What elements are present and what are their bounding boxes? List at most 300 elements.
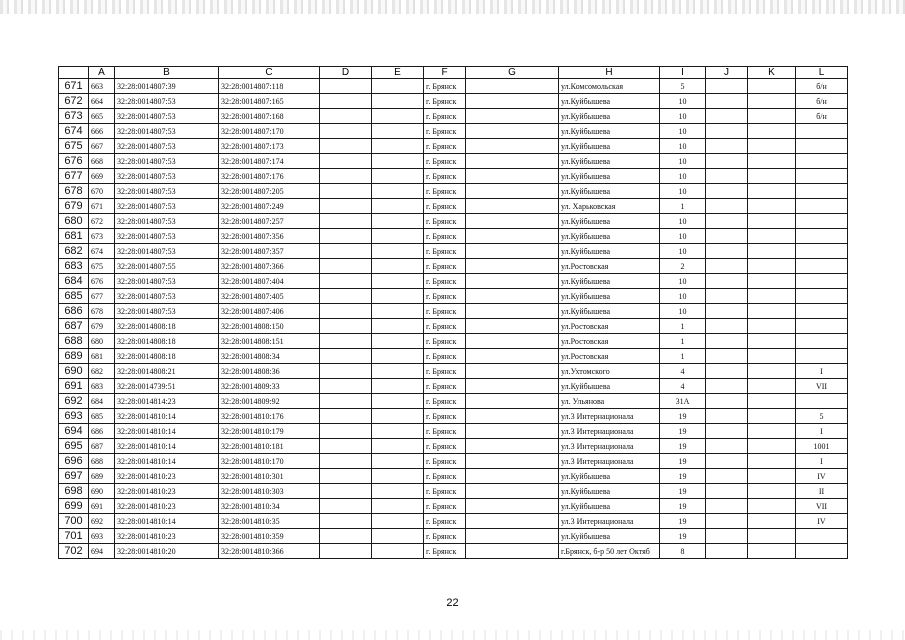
cell-b[interactable]: 32:28:0014807:53 [115,304,219,319]
cell-d[interactable] [320,529,372,544]
cell-k[interactable] [748,169,796,184]
row-number[interactable]: 673 [59,109,89,124]
cell-g[interactable] [466,364,559,379]
cell-i[interactable]: 10 [660,184,706,199]
cell-a[interactable]: 666 [89,124,115,139]
cell-k[interactable] [748,139,796,154]
cell-d[interactable] [320,154,372,169]
cell-l[interactable] [796,259,848,274]
cell-j[interactable] [706,394,748,409]
row-number[interactable]: 678 [59,184,89,199]
cell-g[interactable] [466,394,559,409]
cell-g[interactable] [466,199,559,214]
cell-g[interactable] [466,334,559,349]
cell-f[interactable]: г. Брянск [424,124,466,139]
cell-e[interactable] [372,289,424,304]
cell-c[interactable]: 32:28:0014807:406 [219,304,320,319]
cell-e[interactable] [372,154,424,169]
cell-f[interactable]: г. Брянск [424,244,466,259]
cell-k[interactable] [748,424,796,439]
column-header-b[interactable]: B [115,67,219,79]
cell-h[interactable]: ул.Куйбышева [559,274,660,289]
cell-f[interactable]: г. Брянск [424,349,466,364]
cell-j[interactable] [706,169,748,184]
cell-j[interactable] [706,184,748,199]
cell-h[interactable]: ул.Ростовская [559,259,660,274]
row-number[interactable]: 685 [59,289,89,304]
cell-j[interactable] [706,484,748,499]
cell-c[interactable]: 32:28:0014807:165 [219,94,320,109]
cell-a[interactable]: 692 [89,514,115,529]
cell-b[interactable]: 32:28:0014807:53 [115,109,219,124]
cell-e[interactable] [372,364,424,379]
row-number[interactable]: 691 [59,379,89,394]
cell-c[interactable]: 32:28:0014808:150 [219,319,320,334]
row-number[interactable]: 701 [59,529,89,544]
cell-l[interactable] [796,214,848,229]
cell-a[interactable]: 663 [89,79,115,94]
cell-d[interactable] [320,364,372,379]
cell-d[interactable] [320,319,372,334]
row-number[interactable]: 674 [59,124,89,139]
row-number[interactable]: 694 [59,424,89,439]
cell-e[interactable] [372,469,424,484]
cell-h[interactable]: ул.Куйбышева [559,499,660,514]
cell-k[interactable] [748,229,796,244]
cell-k[interactable] [748,499,796,514]
cell-c[interactable]: 32:28:0014808:151 [219,334,320,349]
cell-d[interactable] [320,259,372,274]
cell-g[interactable] [466,544,559,559]
row-number[interactable]: 681 [59,229,89,244]
column-header-l[interactable]: L [796,67,848,79]
cell-l[interactable] [796,319,848,334]
cell-a[interactable]: 683 [89,379,115,394]
cell-d[interactable] [320,229,372,244]
cell-c[interactable]: 32:28:0014807:366 [219,259,320,274]
cell-c[interactable]: 32:28:0014807:205 [219,184,320,199]
column-header-d[interactable]: D [320,67,372,79]
cell-a[interactable]: 688 [89,454,115,469]
cell-i[interactable]: 1 [660,349,706,364]
row-number[interactable]: 688 [59,334,89,349]
cell-c[interactable]: 32:28:0014807:176 [219,169,320,184]
cell-j[interactable] [706,319,748,334]
cell-j[interactable] [706,424,748,439]
cell-k[interactable] [748,379,796,394]
cell-j[interactable] [706,124,748,139]
cell-g[interactable] [466,514,559,529]
cell-d[interactable] [320,379,372,394]
row-number[interactable]: 682 [59,244,89,259]
cell-c[interactable]: 32:28:0014810:366 [219,544,320,559]
cell-l[interactable] [796,124,848,139]
cell-b[interactable]: 32:28:0014807:53 [115,169,219,184]
cell-b[interactable]: 32:28:0014807:53 [115,154,219,169]
cell-e[interactable] [372,94,424,109]
cell-g[interactable] [466,139,559,154]
cell-l[interactable] [796,199,848,214]
cell-k[interactable] [748,154,796,169]
cell-j[interactable] [706,139,748,154]
cell-l[interactable]: I [796,364,848,379]
cell-l[interactable]: VII [796,379,848,394]
cell-l[interactable] [796,334,848,349]
cell-e[interactable] [372,214,424,229]
cell-k[interactable] [748,274,796,289]
cell-a[interactable]: 677 [89,289,115,304]
cell-b[interactable]: 32:28:0014808:21 [115,364,219,379]
cell-f[interactable]: г. Брянск [424,214,466,229]
row-number[interactable]: 700 [59,514,89,529]
cell-i[interactable]: 19 [660,439,706,454]
cell-d[interactable] [320,169,372,184]
cell-i[interactable]: 19 [660,454,706,469]
cell-b[interactable]: 32:28:0014808:18 [115,349,219,364]
cell-i[interactable]: 4 [660,379,706,394]
cell-f[interactable]: г. Брянск [424,454,466,469]
cell-k[interactable] [748,334,796,349]
cell-a[interactable]: 669 [89,169,115,184]
cell-c[interactable]: 32:28:0014807:257 [219,214,320,229]
cell-h[interactable]: ул.Куйбышева [559,214,660,229]
cell-c[interactable]: 32:28:0014807:168 [219,109,320,124]
cell-i[interactable]: 10 [660,274,706,289]
cell-c[interactable]: 32:28:0014807:118 [219,79,320,94]
cell-f[interactable]: г. Брянск [424,79,466,94]
cell-j[interactable] [706,304,748,319]
cell-e[interactable] [372,124,424,139]
cell-l[interactable]: б/н [796,79,848,94]
cell-k[interactable] [748,304,796,319]
cell-b[interactable]: 32:28:0014810:14 [115,409,219,424]
cell-i[interactable]: 10 [660,214,706,229]
cell-j[interactable] [706,274,748,289]
cell-d[interactable] [320,79,372,94]
cell-f[interactable]: г. Брянск [424,94,466,109]
cell-l[interactable] [796,139,848,154]
cell-b[interactable]: 32:28:0014810:14 [115,454,219,469]
cell-h[interactable]: ул.Ухтомского [559,364,660,379]
cell-a[interactable]: 679 [89,319,115,334]
cell-k[interactable] [748,199,796,214]
cell-f[interactable]: г. Брянск [424,229,466,244]
cell-c[interactable]: 32:28:0014810:301 [219,469,320,484]
cell-d[interactable] [320,289,372,304]
cell-j[interactable] [706,199,748,214]
row-number[interactable]: 692 [59,394,89,409]
row-number[interactable]: 684 [59,274,89,289]
cell-g[interactable] [466,409,559,424]
column-header-i[interactable]: I [660,67,706,79]
cell-c[interactable]: 32:28:0014807:174 [219,154,320,169]
cell-d[interactable] [320,334,372,349]
cell-f[interactable]: г. Брянск [424,184,466,199]
cell-i[interactable]: 1 [660,319,706,334]
cell-j[interactable] [706,259,748,274]
cell-d[interactable] [320,484,372,499]
cell-j[interactable] [706,79,748,94]
column-header-a[interactable]: A [89,67,115,79]
cell-h[interactable]: ул.Ростовская [559,334,660,349]
cell-e[interactable] [372,184,424,199]
cell-i[interactable]: 19 [660,499,706,514]
cell-b[interactable]: 32:28:0014810:14 [115,514,219,529]
cell-g[interactable] [466,94,559,109]
cell-f[interactable]: г. Брянск [424,514,466,529]
cell-e[interactable] [372,454,424,469]
cell-i[interactable]: 19 [660,529,706,544]
cell-h[interactable]: ул. Ульянова [559,394,660,409]
cell-g[interactable] [466,424,559,439]
cell-i[interactable]: 10 [660,139,706,154]
cell-l[interactable]: I [796,424,848,439]
cell-i[interactable]: 1 [660,199,706,214]
cell-c[interactable]: 32:28:0014810:359 [219,529,320,544]
cell-c[interactable]: 32:28:0014807:405 [219,289,320,304]
cell-i[interactable]: 10 [660,304,706,319]
cell-b[interactable]: 32:28:0014810:20 [115,544,219,559]
cell-b[interactable]: 32:28:0014810:14 [115,424,219,439]
cell-g[interactable] [466,319,559,334]
cell-g[interactable] [466,244,559,259]
cell-j[interactable] [706,289,748,304]
cell-h[interactable]: ул.Комсомольская [559,79,660,94]
cell-b[interactable]: 32:28:0014739:51 [115,379,219,394]
cell-g[interactable] [466,124,559,139]
cell-c[interactable]: 32:28:0014807:173 [219,139,320,154]
row-number[interactable]: 690 [59,364,89,379]
cell-f[interactable]: г. Брянск [424,199,466,214]
cell-c[interactable]: 32:28:0014810:303 [219,484,320,499]
cell-i[interactable]: 5 [660,79,706,94]
cell-j[interactable] [706,364,748,379]
cell-j[interactable] [706,244,748,259]
cell-l[interactable] [796,304,848,319]
row-number[interactable]: 687 [59,319,89,334]
cell-a[interactable]: 664 [89,94,115,109]
cell-h[interactable]: г.Брянск, б-р 50 лет Октяб [559,544,660,559]
cell-h[interactable]: ул.Ростовская [559,319,660,334]
cell-h[interactable]: ул.3 Интернационала [559,454,660,469]
cell-a[interactable]: 687 [89,439,115,454]
cell-h[interactable]: ул.Куйбышева [559,529,660,544]
cell-k[interactable] [748,454,796,469]
cell-h[interactable]: ул.Куйбышева [559,154,660,169]
cell-d[interactable] [320,94,372,109]
cell-l[interactable] [796,289,848,304]
cell-h[interactable]: ул.Куйбышева [559,169,660,184]
cell-a[interactable]: 673 [89,229,115,244]
cell-i[interactable]: 19 [660,469,706,484]
cell-c[interactable]: 32:28:0014807:357 [219,244,320,259]
cell-d[interactable] [320,499,372,514]
cell-i[interactable]: 10 [660,124,706,139]
cell-e[interactable] [372,484,424,499]
cell-d[interactable] [320,454,372,469]
cell-b[interactable]: 32:28:0014807:53 [115,214,219,229]
cell-j[interactable] [706,229,748,244]
cell-l[interactable]: I [796,454,848,469]
cell-l[interactable] [796,184,848,199]
cell-k[interactable] [748,94,796,109]
cell-l[interactable] [796,394,848,409]
cell-g[interactable] [466,304,559,319]
row-number[interactable]: 677 [59,169,89,184]
cell-h[interactable]: ул.Куйбышева [559,229,660,244]
cell-l[interactable] [796,529,848,544]
cell-e[interactable] [372,169,424,184]
cell-a[interactable]: 691 [89,499,115,514]
cell-c[interactable]: 32:28:0014807:170 [219,124,320,139]
cell-k[interactable] [748,244,796,259]
cell-b[interactable]: 32:28:0014810:23 [115,499,219,514]
cell-a[interactable]: 665 [89,109,115,124]
cell-e[interactable] [372,439,424,454]
cell-d[interactable] [320,244,372,259]
cell-d[interactable] [320,409,372,424]
cell-d[interactable] [320,424,372,439]
cell-j[interactable] [706,109,748,124]
row-number[interactable]: 686 [59,304,89,319]
cell-j[interactable] [706,409,748,424]
cell-k[interactable] [748,544,796,559]
cell-i[interactable]: 1 [660,334,706,349]
cell-j[interactable] [706,214,748,229]
cell-j[interactable] [706,529,748,544]
row-number[interactable]: 683 [59,259,89,274]
cell-c[interactable]: 32:28:0014810:35 [219,514,320,529]
cell-h[interactable]: ул.Куйбышева [559,469,660,484]
row-number[interactable]: 693 [59,409,89,424]
cell-g[interactable] [466,379,559,394]
cell-d[interactable] [320,394,372,409]
cell-h[interactable]: ул.Куйбышева [559,484,660,499]
cell-g[interactable] [466,169,559,184]
cell-i[interactable]: 10 [660,109,706,124]
row-number[interactable]: 679 [59,199,89,214]
cell-k[interactable] [748,319,796,334]
cell-l[interactable] [796,349,848,364]
cell-f[interactable]: г. Брянск [424,319,466,334]
row-number[interactable]: 702 [59,544,89,559]
cell-k[interactable] [748,409,796,424]
cell-e[interactable] [372,319,424,334]
cell-k[interactable] [748,394,796,409]
cell-h[interactable]: ул.Ростовская [559,349,660,364]
cell-d[interactable] [320,124,372,139]
cell-f[interactable]: г. Брянск [424,439,466,454]
cell-l[interactable] [796,274,848,289]
cell-b[interactable]: 32:28:0014807:55 [115,259,219,274]
cell-i[interactable]: 19 [660,409,706,424]
column-header-c[interactable]: C [219,67,320,79]
cell-j[interactable] [706,469,748,484]
cell-a[interactable]: 680 [89,334,115,349]
cell-b[interactable]: 32:28:0014810:14 [115,439,219,454]
cell-c[interactable]: 32:28:0014807:249 [219,199,320,214]
row-number[interactable]: 675 [59,139,89,154]
cell-e[interactable] [372,304,424,319]
row-number[interactable]: 698 [59,484,89,499]
cell-b[interactable]: 32:28:0014810:23 [115,484,219,499]
cell-a[interactable]: 685 [89,409,115,424]
cell-k[interactable] [748,184,796,199]
cell-l[interactable] [796,154,848,169]
cell-e[interactable] [372,379,424,394]
cell-g[interactable] [466,349,559,364]
cell-h[interactable]: ул.Куйбышева [559,94,660,109]
cell-f[interactable]: г. Брянск [424,274,466,289]
cell-e[interactable] [372,529,424,544]
cell-d[interactable] [320,184,372,199]
cell-a[interactable]: 684 [89,394,115,409]
cell-d[interactable] [320,199,372,214]
cell-f[interactable]: г. Брянск [424,304,466,319]
cell-c[interactable]: 32:28:0014810:181 [219,439,320,454]
cell-d[interactable] [320,304,372,319]
column-header-k[interactable]: K [748,67,796,79]
cell-a[interactable]: 667 [89,139,115,154]
cell-g[interactable] [466,214,559,229]
cell-f[interactable]: г. Брянск [424,409,466,424]
cell-h[interactable]: ул.3 Интернационала [559,439,660,454]
cell-k[interactable] [748,469,796,484]
cell-j[interactable] [706,379,748,394]
cell-g[interactable] [466,454,559,469]
cell-h[interactable]: ул.Куйбышева [559,379,660,394]
cell-b[interactable]: 32:28:0014807:53 [115,289,219,304]
cell-e[interactable] [372,424,424,439]
cell-f[interactable]: г. Брянск [424,154,466,169]
row-number[interactable]: 680 [59,214,89,229]
cell-g[interactable] [466,259,559,274]
cell-e[interactable] [372,139,424,154]
cell-d[interactable] [320,139,372,154]
cell-h[interactable]: ул.3 Интернационала [559,424,660,439]
cell-h[interactable]: ул.Куйбышева [559,184,660,199]
cell-g[interactable] [466,274,559,289]
cell-b[interactable]: 32:28:0014808:18 [115,334,219,349]
cell-l[interactable]: VII [796,499,848,514]
cell-a[interactable]: 694 [89,544,115,559]
cell-k[interactable] [748,514,796,529]
cell-d[interactable] [320,274,372,289]
cell-k[interactable] [748,124,796,139]
cell-b[interactable]: 32:28:0014807:53 [115,274,219,289]
cell-a[interactable]: 689 [89,469,115,484]
cell-i[interactable]: 8 [660,544,706,559]
cell-a[interactable]: 670 [89,184,115,199]
cell-g[interactable] [466,529,559,544]
cell-h[interactable]: ул.Куйбышева [559,139,660,154]
cell-e[interactable] [372,544,424,559]
cell-e[interactable] [372,109,424,124]
cell-i[interactable]: 10 [660,94,706,109]
cell-f[interactable]: г. Брянск [424,544,466,559]
cell-c[interactable]: 32:28:0014809:33 [219,379,320,394]
cell-f[interactable]: г. Брянск [424,259,466,274]
cell-b[interactable]: 32:28:0014807:53 [115,244,219,259]
cell-d[interactable] [320,214,372,229]
cell-k[interactable] [748,109,796,124]
row-number[interactable]: 672 [59,94,89,109]
cell-i[interactable]: 10 [660,169,706,184]
cell-g[interactable] [466,109,559,124]
cell-e[interactable] [372,409,424,424]
cell-c[interactable]: 32:28:0014807:356 [219,229,320,244]
cell-l[interactable]: б/н [796,109,848,124]
